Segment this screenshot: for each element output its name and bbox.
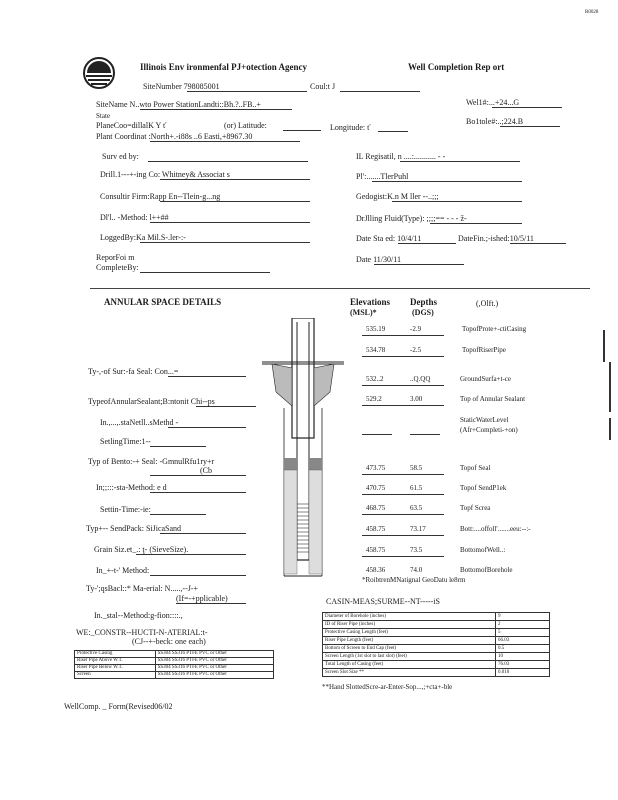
casing-label: Screen Slot Size ** <box>323 669 496 677</box>
completed-by-line <box>140 272 270 273</box>
depth-value: -2.5 <box>410 346 422 354</box>
datum-footnote: *RoibtrenMNatignal GeoDatu le8rm <box>362 576 466 584</box>
site-number-line <box>187 91 307 92</box>
casing-label: Total Length of Casing (feet) <box>323 661 496 669</box>
table-row <box>75 665 274 672</box>
county: Coul:t J <box>310 82 336 91</box>
elevation-value: 535.19 <box>366 325 386 333</box>
table-row <box>323 645 550 653</box>
casing-note: **Hand SlottedScre-ar-Enter-Sop...,;+cta+-ble <box>322 683 453 691</box>
material-item: Screen <box>75 672 156 679</box>
drilling-fluid: DrJlling Fluid(Type): ;;;;== - - - ž- <box>356 214 467 223</box>
table-row <box>323 653 550 661</box>
drilling-method: Dl'l.. -Method: l++## <box>100 213 169 222</box>
margin-mark <box>603 330 605 362</box>
row-line <box>362 535 444 536</box>
field-line <box>168 376 246 377</box>
depth-value: 61.5 <box>410 484 423 492</box>
row-line <box>362 514 444 515</box>
pi: Pl':.......TlerPuhl <box>356 172 409 181</box>
row-line <box>362 556 444 557</box>
material-item: Protective Casing <box>75 651 156 658</box>
section-divider <box>90 288 590 289</box>
field-line <box>176 603 246 604</box>
casing-label: Riser Pipe Length (feet) <box>323 637 496 645</box>
surveyed-by-line <box>148 161 308 162</box>
borehole-line <box>500 126 560 127</box>
report-date: Date 11/30/11 <box>356 255 401 264</box>
depths-unit: (DGS) <box>412 308 434 317</box>
elevations-unit: (MSL)* <box>350 308 377 317</box>
site-name-line <box>140 109 292 110</box>
depths-header: Depths <box>410 297 438 307</box>
il-registration: IL Regisatil, n ....:........... - - <box>356 152 446 161</box>
plant-coord-line <box>150 141 300 142</box>
plane-coordinate: PlaneCoo=dillalK Y ť <box>96 121 167 130</box>
backfill-install-method: In._stal--Method:g-fion::::., <box>94 611 183 620</box>
casing-value: 66.03 <box>496 637 550 645</box>
casing-value: 5 <box>496 629 550 637</box>
depth-value: ..Q.QQ <box>410 375 431 383</box>
depth-value: 73.5 <box>410 546 423 554</box>
logged-by: LoggedBy:Ka Mil.S-.ler-:- <box>100 233 186 242</box>
casing-title: CASIN-MEAS;SURME--NT-----iS <box>326 597 440 606</box>
latitude: (or) Latitude: <box>224 121 267 130</box>
backfill-material: Ty-';qsBacl::* Ma-erial: N.....,--J-+ <box>86 584 199 593</box>
consulting-firm: Consultir Firm:Rapp En--Tlein-g...ng <box>100 192 221 201</box>
agency-name: Illinois Env ironmenfal PJ+otection Agency <box>140 62 307 72</box>
field-line <box>168 427 246 428</box>
field-line <box>150 492 246 493</box>
grain-size: Grain Siz.et_.: ţ- (SieveSize). <box>94 545 189 554</box>
row-label: Topf Screa <box>460 504 491 512</box>
date-started-line <box>398 243 456 244</box>
row-label: BottomofWell..: <box>460 546 506 554</box>
casing-value: 10 <box>496 653 550 661</box>
table-row <box>323 669 550 677</box>
seal-install-method: In;;:::-sta-Method: e d <box>96 483 167 492</box>
depth-value: 74.0 <box>410 566 423 574</box>
sand-install-method: In_+-t-' Method: <box>96 566 150 575</box>
drilling-fluid-line <box>430 223 522 224</box>
table-row <box>323 629 550 637</box>
material-options: SS304 SS316 PTFE PVC or Other <box>155 672 273 679</box>
units-note: (,Olft.) <box>476 299 499 308</box>
geologist: Gedogist:K.n M ller --..;;; <box>356 192 439 201</box>
logged-by-line <box>140 242 310 243</box>
drilling-contractor: Drill.1---+-ing Co: Whitney& Associat s <box>100 170 230 179</box>
annular-sealant-type: TypeofAnnularSealant;B:ntonit Chi--ps <box>88 397 215 406</box>
row-line <box>362 405 444 406</box>
surface-seal-type: Ty-,-of Sur:-fa Seal: Con...= <box>88 367 179 376</box>
materials-subtitle: (CJ--+-beck: one each) <box>132 637 206 646</box>
site-name: SiteName N..wto Power StationLandti::Bh.?..FB..+ <box>96 100 261 109</box>
depth-value: 3.00 <box>410 395 423 403</box>
longitude-line <box>378 131 408 132</box>
field-line <box>196 406 256 407</box>
casing-label: Diameter of Borehole (inches) <box>323 613 496 621</box>
elevation-value: 458.75 <box>366 546 386 554</box>
field-line <box>160 533 246 534</box>
setting-time: SetlingTime:1-- <box>100 437 151 446</box>
install-method: In.,...,.staNetll..sMethd - <box>100 418 179 427</box>
consulting-firm-line <box>160 201 310 202</box>
corner-code: R0028 <box>585 10 599 15</box>
if-applicable: (If=-+pplicable) <box>176 594 228 603</box>
table-row <box>323 661 550 669</box>
margin-mark <box>609 418 611 440</box>
casing-label: Bottom of Screen to End Cap (feet) <box>323 645 496 653</box>
elevation-value: 458.36 <box>366 566 386 574</box>
seal-setting-time: Settin-Time:-ie: <box>100 505 151 514</box>
form-footer: WellComp. _ Form(Revised06/02 <box>64 702 173 711</box>
longitude: Longitude: ť <box>330 123 371 132</box>
row-label: Bott:....offoll'.......eeu:--:- <box>460 525 531 533</box>
latitude-line <box>283 130 321 131</box>
elevation-value: 470.75 <box>366 484 386 492</box>
casing-value: 2 <box>496 621 550 629</box>
table-row <box>75 672 274 679</box>
material-item: Riser Pipe Above W.T. <box>75 658 156 665</box>
pi-line <box>372 181 522 182</box>
date-started: Date Sta ed: 10/4/11 <box>356 234 422 243</box>
field-line <box>150 475 246 476</box>
margin-mark <box>609 362 611 412</box>
drilling-contractor-line <box>160 179 310 180</box>
il-reg-line <box>400 161 520 162</box>
row-label: TopofProte+-ctiCasing <box>462 325 527 333</box>
casing-table <box>322 612 550 677</box>
row-line <box>410 434 440 435</box>
field-line <box>150 446 206 447</box>
table-row <box>323 621 550 629</box>
row-label: Topof Seal <box>460 464 491 472</box>
casing-label: Protective Casing Length (feet) <box>323 629 496 637</box>
row-line <box>362 385 444 386</box>
casing-value: 9 <box>496 613 550 621</box>
report-form: ReporFoi m <box>96 253 135 262</box>
casing-label: ID of Riser Pipe (inches) <box>323 621 496 629</box>
bentonite-seal-type: Typ of Bento:-+ Seal: -GmnulRfu1ry+r <box>88 457 215 466</box>
plant-coordinates: Plant Coordinat :North+.-i88s ..6 Easti,+8967.30 <box>96 132 253 141</box>
county-line <box>340 91 420 92</box>
casing-label: Screen Length (1st slot to last slot) (feet) <box>323 653 496 661</box>
casing-value: 76.03 <box>496 661 550 669</box>
row-label: Top of Annular Sealant <box>460 395 526 403</box>
casing-value: 0.010 <box>496 669 550 677</box>
row-line <box>362 494 444 495</box>
borehole-number: Bo1tole#:..;224.B <box>466 117 524 126</box>
depth-value: 63.5 <box>410 504 423 512</box>
depth-value: 58.5 <box>410 464 423 472</box>
row-label: Topof SendP1ek <box>460 484 507 492</box>
row-line <box>362 474 444 475</box>
elevation-value: 532..2 <box>366 375 384 383</box>
elevation-value: 534.78 <box>366 346 386 354</box>
casing-value: 0.5 <box>496 645 550 653</box>
table-row <box>75 658 274 665</box>
elevation-value: 468.75 <box>366 504 386 512</box>
cb-note: (Cb <box>200 466 212 475</box>
depth-value: -2.9 <box>410 325 422 333</box>
sand-pack-type: Typ+-- SendPack: SiJicaSand <box>86 524 182 533</box>
row-line <box>362 356 444 357</box>
materials-table <box>74 650 274 679</box>
row-label: GroundSurfa+t-ce <box>460 375 511 383</box>
row-label: (Afr+Completi-+on) <box>460 426 518 434</box>
material-options: SS304 SS316 PTFE PVC or Other <box>155 651 273 658</box>
row-line <box>362 335 444 336</box>
geologist-line <box>392 201 522 202</box>
material-options: SS304 SS316 PTFE PVC or Other <box>155 665 273 672</box>
date-finished: DateFin.;-ished:10/5/11 <box>458 234 534 243</box>
well-number: Wel1#:...+24...G <box>466 98 520 107</box>
elevations-header: Elevations <box>350 297 391 307</box>
material-options: SS304 SS316 PTFE PVC or Other <box>155 658 273 665</box>
row-label: BottomofBorehole <box>460 566 513 574</box>
depth-value: 73.17 <box>410 525 426 533</box>
well-number-line <box>492 107 562 108</box>
materials-title: WE:_CONSTR--HUCTI-N-ATERIAL:t- <box>76 628 208 637</box>
well-diagram <box>262 318 344 584</box>
report-date-line <box>374 264 464 265</box>
annular-title: ANNULAR SPACE DETAILS <box>104 297 222 307</box>
table-row <box>323 637 550 645</box>
date-finished-line <box>510 243 566 244</box>
drilling-method-line <box>150 222 310 223</box>
table-row <box>323 613 550 621</box>
illinois-epa-logo-icon <box>82 56 116 90</box>
material-item: Riser Pipe Below W.T. <box>75 665 156 672</box>
table-row <box>75 651 274 658</box>
field-line <box>150 514 206 515</box>
row-label: StaticWaterLevel <box>460 416 509 424</box>
completed-by: CompleteBy: <box>96 263 139 272</box>
field-line <box>150 575 246 576</box>
elevation-value: 529.2 <box>366 395 382 403</box>
field-line <box>136 554 246 555</box>
site-number: SiteNumber 798085001 <box>143 82 220 91</box>
row-line <box>362 434 392 435</box>
elevation-value: 473.75 <box>366 464 386 472</box>
surveyed-by: Surv ed by: <box>102 152 139 161</box>
elevation-value: 458.75 <box>366 525 386 533</box>
row-label: TopofRiserPipe <box>462 346 506 354</box>
state-label: State <box>96 112 110 120</box>
form-title: Well Completion Rep ort <box>408 62 505 72</box>
